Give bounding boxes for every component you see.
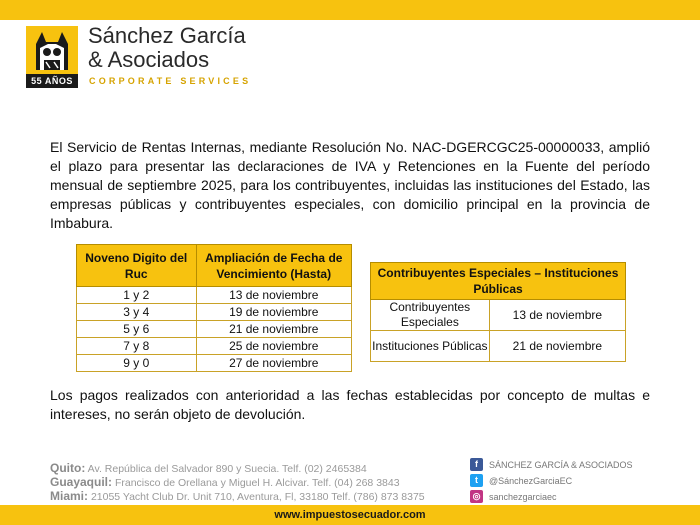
table-header-date: Ampliación de Fecha de Vencimiento (Hasta) [196, 245, 351, 287]
ruc-digit-cell: 9 y 0 [77, 355, 197, 372]
social-instagram[interactable] [470, 490, 557, 503]
social-twitter[interactable] [470, 474, 572, 487]
date-cell: 21 de noviembre [196, 321, 351, 338]
especiales-deadline-table [370, 262, 626, 362]
taxpayer-type-cell: Instituciones Públicas [371, 331, 490, 362]
address-text: Av. República del Salvador 890 y Suecia. Telf. (02) 2465384 [87, 463, 367, 475]
table-header-ruc: Noveno Digito del Ruc [77, 245, 197, 287]
date-cell: 13 de noviembre [489, 300, 625, 331]
address-city: Miami: [50, 489, 89, 503]
table-row [371, 300, 626, 331]
table-row [77, 338, 352, 355]
top-accent-bar [0, 0, 700, 20]
address-text: 21055 Yacht Club Dr. Unit 710, Aventura, Fl, 33180 Telf. (786) 873 8375 [90, 491, 425, 503]
years-badge: 55 AÑOS [26, 74, 78, 88]
facebook-icon: f [470, 458, 483, 471]
social-label: @SánchezGarciaEC [489, 475, 573, 486]
closing-paragraph: Los pagos realizados con anterioridad a las fechas establecidas por concepto de multas e intereses, no serán objeto de devolución. [50, 387, 650, 422]
address-city: Quito: [50, 461, 86, 475]
address-guayaquil [50, 475, 400, 489]
social-label: sanchezgarciaec [489, 491, 557, 502]
table-header-especiales: Contribuyentes Especiales – Instituciones Públicas [371, 263, 626, 300]
intro-paragraph: El Servicio de Rentas Internas, mediante Resolución No. NAC-DGERCGC25-00000033, amplió el plazo para presentar las declaraciones de IVA y Retenciones en la Fuente del período mensual de septiembre 2025, para los contribuyentes, incluidas las instituciones del Estado, las empresas públicas y contribuyentes especiales, con domicilio principal en la provincia de Imbabura. [50, 139, 650, 231]
twitter-icon: t [470, 474, 483, 487]
instagram-icon: ◎ [470, 490, 483, 503]
ruc-digit-cell: 5 y 6 [77, 321, 197, 338]
website-link[interactable]: www.impuestosecuador.com [274, 509, 426, 521]
address-miami [50, 489, 425, 503]
brand-name-line2: & Asociados [88, 47, 210, 72]
brand-name-line1: Sánchez García [88, 23, 246, 48]
brand-subtitle: CORPORATE SERVICES [89, 76, 252, 86]
address-quito [50, 461, 367, 475]
ruc-deadline-table [76, 244, 352, 372]
ruc-digit-cell: 7 y 8 [77, 338, 197, 355]
taxpayer-type-cell: Contribuyentes Especiales [371, 300, 490, 331]
date-cell: 27 de noviembre [196, 355, 351, 372]
date-cell: 19 de noviembre [196, 304, 351, 321]
date-cell: 21 de noviembre [489, 331, 625, 362]
address-text: Francisco de Orellana y Miguel H. Alcivar. Telf. (04) 268 3843 [114, 477, 400, 489]
table-row [77, 321, 352, 338]
date-cell: 13 de noviembre [196, 287, 351, 304]
table-row [371, 331, 626, 362]
owl-logo-icon [26, 26, 78, 74]
social-label: SÁNCHEZ GARCÍA & ASOCIADOS [489, 459, 633, 470]
date-cell: 25 de noviembre [196, 338, 351, 355]
address-city: Guayaquil: [50, 475, 113, 489]
table-row [77, 355, 352, 372]
ruc-digit-cell: 3 y 4 [77, 304, 197, 321]
company-logo [26, 26, 78, 88]
ruc-digit-cell: 1 y 2 [77, 287, 197, 304]
social-facebook[interactable] [470, 458, 633, 471]
table-row [77, 287, 352, 304]
table-row [77, 304, 352, 321]
